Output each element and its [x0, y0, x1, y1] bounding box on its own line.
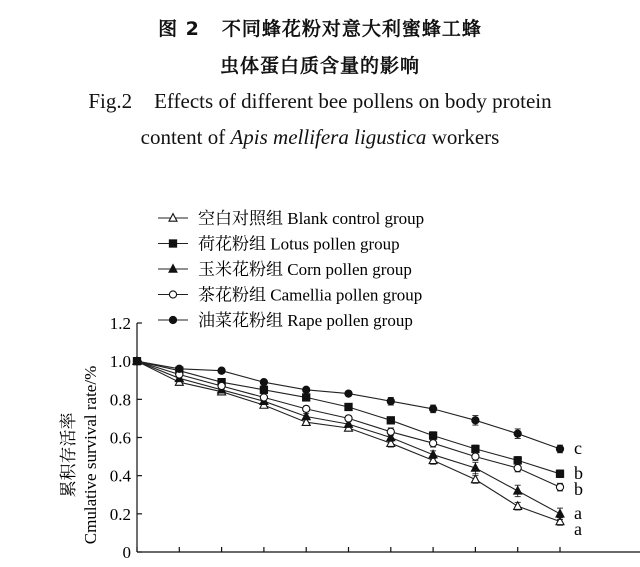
data-point	[345, 403, 352, 410]
series-0	[133, 357, 564, 526]
data-point	[303, 405, 310, 412]
legend-label: 空白对照组 Blank control group	[198, 209, 425, 228]
caption-cn-title-line2: 虫体蛋白质含量的影响	[219, 55, 420, 77]
caption-en-species: Apis mellifera ligustica	[230, 125, 427, 149]
legend-item	[158, 311, 413, 330]
data-point	[387, 417, 394, 424]
legend-label: 油菜花粉组 Rape pollen group	[198, 311, 413, 330]
data-point	[472, 453, 479, 460]
data-point	[260, 379, 267, 386]
data-point	[345, 415, 352, 422]
y-axis-label-cn: 累积存活率	[59, 412, 78, 498]
data-point	[471, 475, 479, 483]
significance-label: c	[574, 437, 582, 458]
data-point	[472, 417, 479, 424]
data-point	[218, 367, 225, 374]
data-point	[514, 487, 522, 495]
significance-label: b	[574, 462, 583, 483]
legend-label: 茶花粉组 Camellia pollen group	[198, 285, 423, 305]
legend-item	[158, 286, 422, 305]
y-tick-label: 0.8	[109, 390, 131, 410]
legend-marker	[169, 214, 177, 222]
legend-marker	[169, 265, 177, 273]
data-point	[514, 502, 522, 510]
data-point	[556, 509, 564, 517]
data-point	[430, 432, 437, 439]
data-point	[387, 398, 394, 405]
data-point	[133, 358, 140, 365]
caption-en-title-pre: content of	[140, 125, 231, 149]
data-point	[514, 430, 521, 437]
data-point	[556, 484, 563, 491]
y-tick-label: 0.4	[109, 466, 131, 486]
data-point	[218, 382, 225, 389]
legend-label: 玉米花粉组 Corn pollen group	[198, 260, 412, 279]
caption-en-figure-label: Fig.2	[88, 89, 133, 113]
legend-item	[158, 235, 400, 254]
data-point	[556, 470, 563, 477]
significance-label: a	[574, 518, 582, 539]
data-point	[345, 390, 352, 397]
significance-label: a	[574, 502, 582, 523]
legend-marker	[169, 316, 176, 323]
y-tick-label: 1.0	[109, 352, 131, 372]
series-line	[137, 361, 560, 514]
y-tick-label: 0.6	[109, 428, 131, 448]
data-point	[176, 365, 183, 372]
chart-legend	[158, 209, 424, 330]
y-tick-label: 0.2	[109, 504, 131, 524]
data-point	[303, 394, 310, 401]
chart-series-layer	[133, 357, 583, 539]
y-tick-label: 0	[122, 543, 131, 562]
data-point	[260, 386, 267, 393]
data-point	[430, 440, 437, 447]
y-axis-label-en: Cmulative survival rate/%	[81, 365, 100, 545]
data-point	[514, 457, 521, 464]
legend-item	[158, 209, 424, 228]
caption-en-title-post: workers	[426, 125, 500, 149]
caption-cn-title-line1: 不同蜂花粉对意大利蜜蜂工蜂	[221, 18, 482, 40]
data-point	[303, 386, 310, 393]
data-point	[430, 405, 437, 412]
legend-marker	[169, 291, 176, 298]
data-point	[387, 428, 394, 435]
significance-label: b	[574, 478, 583, 499]
data-point	[556, 445, 563, 452]
series-line	[137, 361, 560, 521]
data-point	[514, 464, 521, 471]
caption-cn-figure-label: 图 2	[158, 18, 200, 40]
data-point	[472, 445, 479, 452]
legend-item	[158, 260, 412, 279]
data-point	[260, 394, 267, 401]
legend-label: 荷花粉组 Lotus pollen group	[198, 234, 400, 254]
legend-marker	[169, 240, 176, 247]
y-tick-label: 1.2	[109, 314, 131, 333]
caption-en-title-line1: Effects of different bee pollens on body protein	[154, 89, 552, 113]
